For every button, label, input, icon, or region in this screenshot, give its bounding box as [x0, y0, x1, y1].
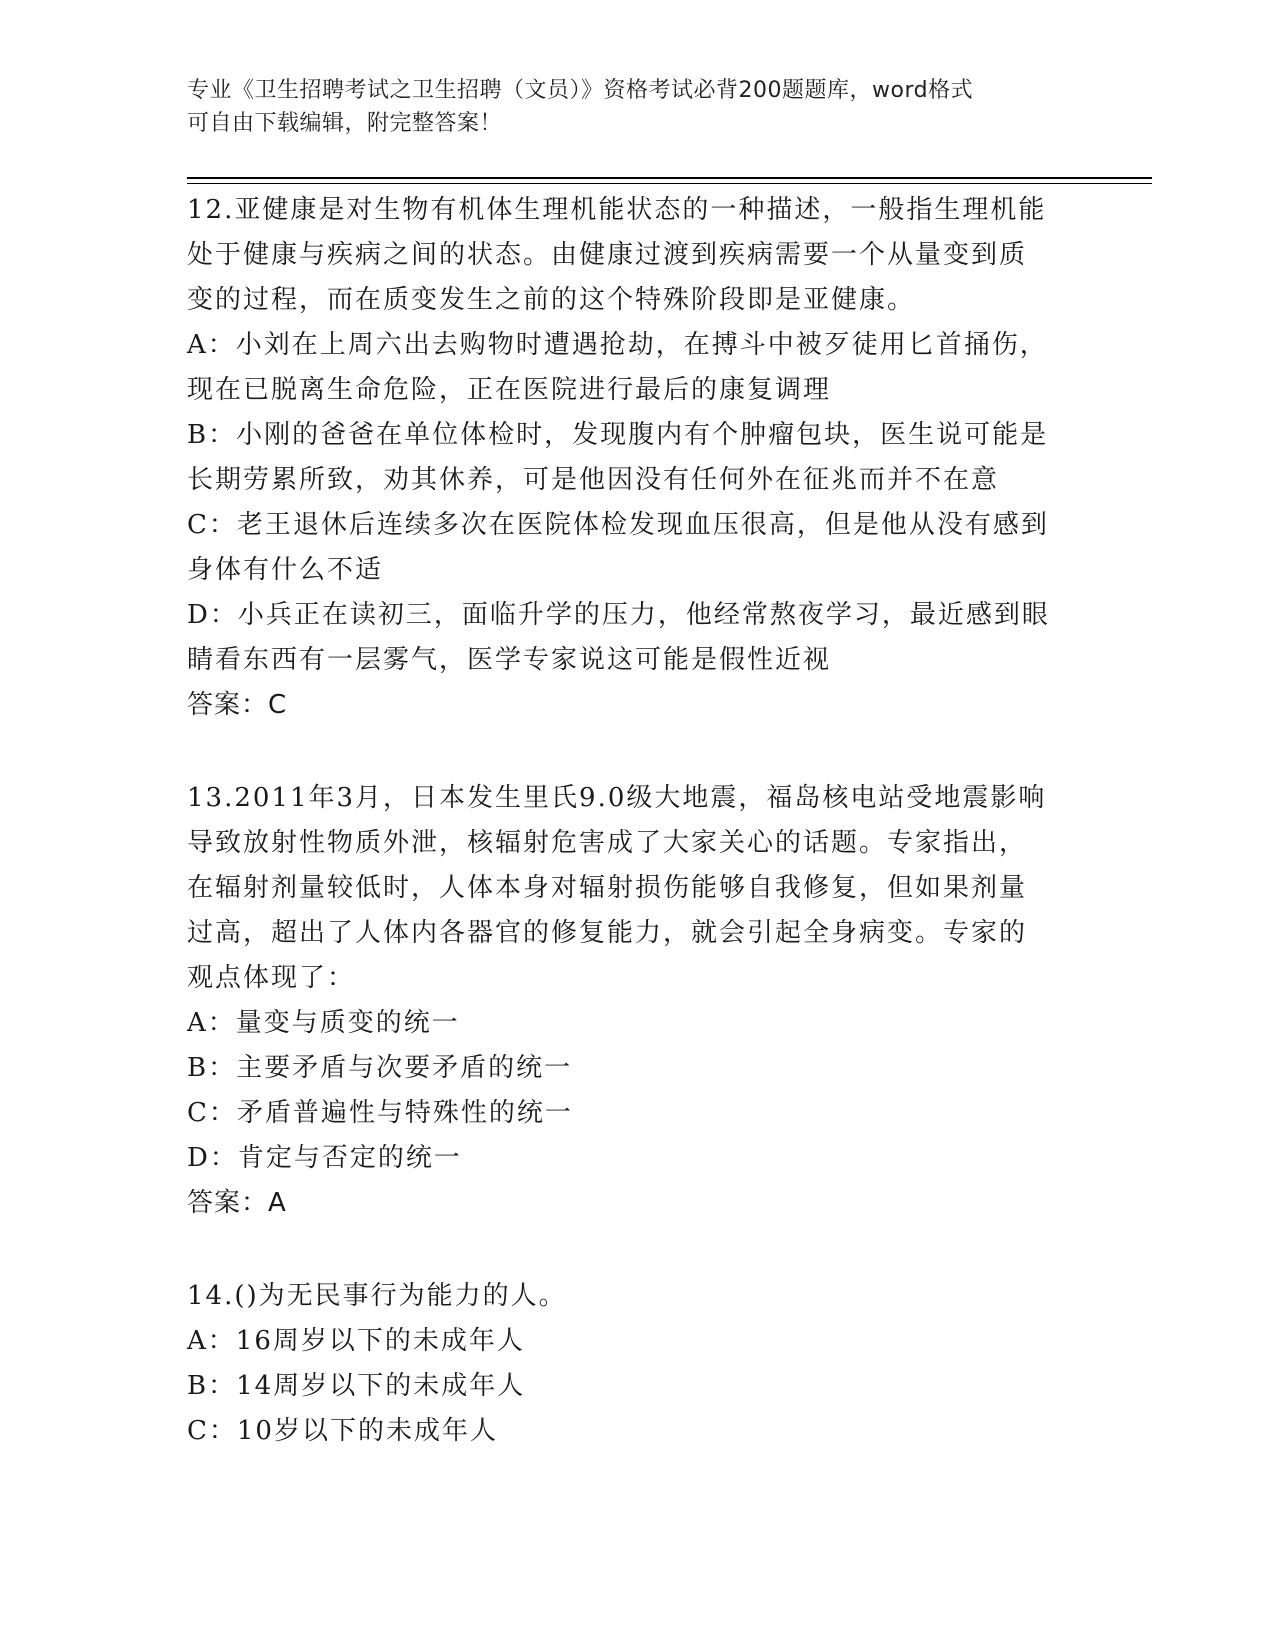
- option-line: D：小兵正在读初三，面临升学的压力，他经常熬夜学习，最近感到眼: [187, 600, 1050, 630]
- stem-line: 12.亚健康是对生物有机体生理机能状态的一种描述，一般指生理机能: [187, 195, 1047, 225]
- option-b: [187, 1046, 1087, 1091]
- option-b: [187, 1364, 1087, 1409]
- question-stem: [187, 188, 1087, 323]
- question-12: [187, 188, 1087, 728]
- stem-line: 导致放射性物质外泄，核辐射危害成了大家关心的话题。专家指出，: [187, 828, 1028, 858]
- header-line-1: 专业《卫生招聘考试之卫生招聘（文员）》资格考试必背200题题库，word格式: [187, 78, 974, 103]
- option-line: 睛看东西有一层雾气，医学专家说这可能是假性近视: [187, 645, 832, 675]
- stem-line: 变的过程，而在质变发生之前的这个特殊阶段即是亚健康。: [187, 285, 916, 315]
- stem-line: 处于健康与疾病之间的状态。由健康过渡到疾病需要一个从量变到质: [187, 240, 1028, 270]
- option-c: [187, 503, 1087, 593]
- option-b: [187, 413, 1087, 503]
- option-line: 现在已脱离生命危险，正在医院进行最后的康复调理: [187, 375, 832, 405]
- stem-line: 过高，超出了人体内各器官的修复能力，就会引起全身病变。专家的: [187, 918, 1028, 948]
- answer: 答案：C: [187, 690, 288, 720]
- option-line: A：小刘在上周六出去购物时遭遇抢劫，在搏斗中被歹徒用匕首捅伤，: [187, 330, 1048, 360]
- answer: 答案：A: [187, 1188, 287, 1218]
- option-line: C：矛盾普遍性与特殊性的统一: [187, 1098, 573, 1128]
- question-13: [187, 776, 1087, 1226]
- stem-line: 13.2011年3月，日本发生里氏9.0级大地震，福岛核电站受地震影响: [187, 783, 1047, 813]
- option-d: [187, 1136, 1087, 1181]
- option-c: [187, 1409, 1087, 1454]
- option-line: D：肯定与否定的统一: [187, 1143, 462, 1173]
- option-line: A：量变与质变的统一: [187, 1008, 460, 1038]
- header-divider-thick: [187, 177, 1152, 179]
- option-line: C：老王退休后连续多次在医院体检发现血压很高，但是他从没有感到: [187, 510, 1049, 540]
- option-line: B：14周岁以下的未成年人: [187, 1371, 526, 1401]
- question-14: [187, 1274, 1087, 1454]
- option-line: 身体有什么不适: [187, 555, 384, 585]
- header-line-2: 可自由下载编辑，附完整答案！: [187, 111, 503, 136]
- stem-line: 观点体现了：: [187, 963, 356, 993]
- option-a: [187, 323, 1087, 413]
- option-line: C：10岁以下的未成年人: [187, 1416, 498, 1446]
- question-stem: [187, 776, 1087, 1001]
- question-list: [187, 188, 1087, 1502]
- option-line: B：主要矛盾与次要矛盾的统一: [187, 1053, 573, 1083]
- stem-line: 14.()为无民事行为能力的人。: [187, 1281, 567, 1311]
- option-a: [187, 1319, 1087, 1364]
- document-header: [187, 74, 1067, 140]
- option-line: A：16周岁以下的未成年人: [187, 1326, 525, 1356]
- option-line: B：小刚的爸爸在单位体检时，发现腹内有个肿瘤包块，医生说可能是: [187, 420, 1049, 450]
- option-c: [187, 1091, 1087, 1136]
- header-divider-thin: [187, 183, 1152, 184]
- stem-line: 在辐射剂量较低时，人体本身对辐射损伤能够自我修复，但如果剂量: [187, 873, 1028, 903]
- option-d: [187, 593, 1087, 683]
- option-line: 长期劳累所致，劝其休养，可是他因没有任何外在征兆而并不在意: [187, 465, 1000, 495]
- question-stem: [187, 1274, 1087, 1319]
- option-a: [187, 1001, 1087, 1046]
